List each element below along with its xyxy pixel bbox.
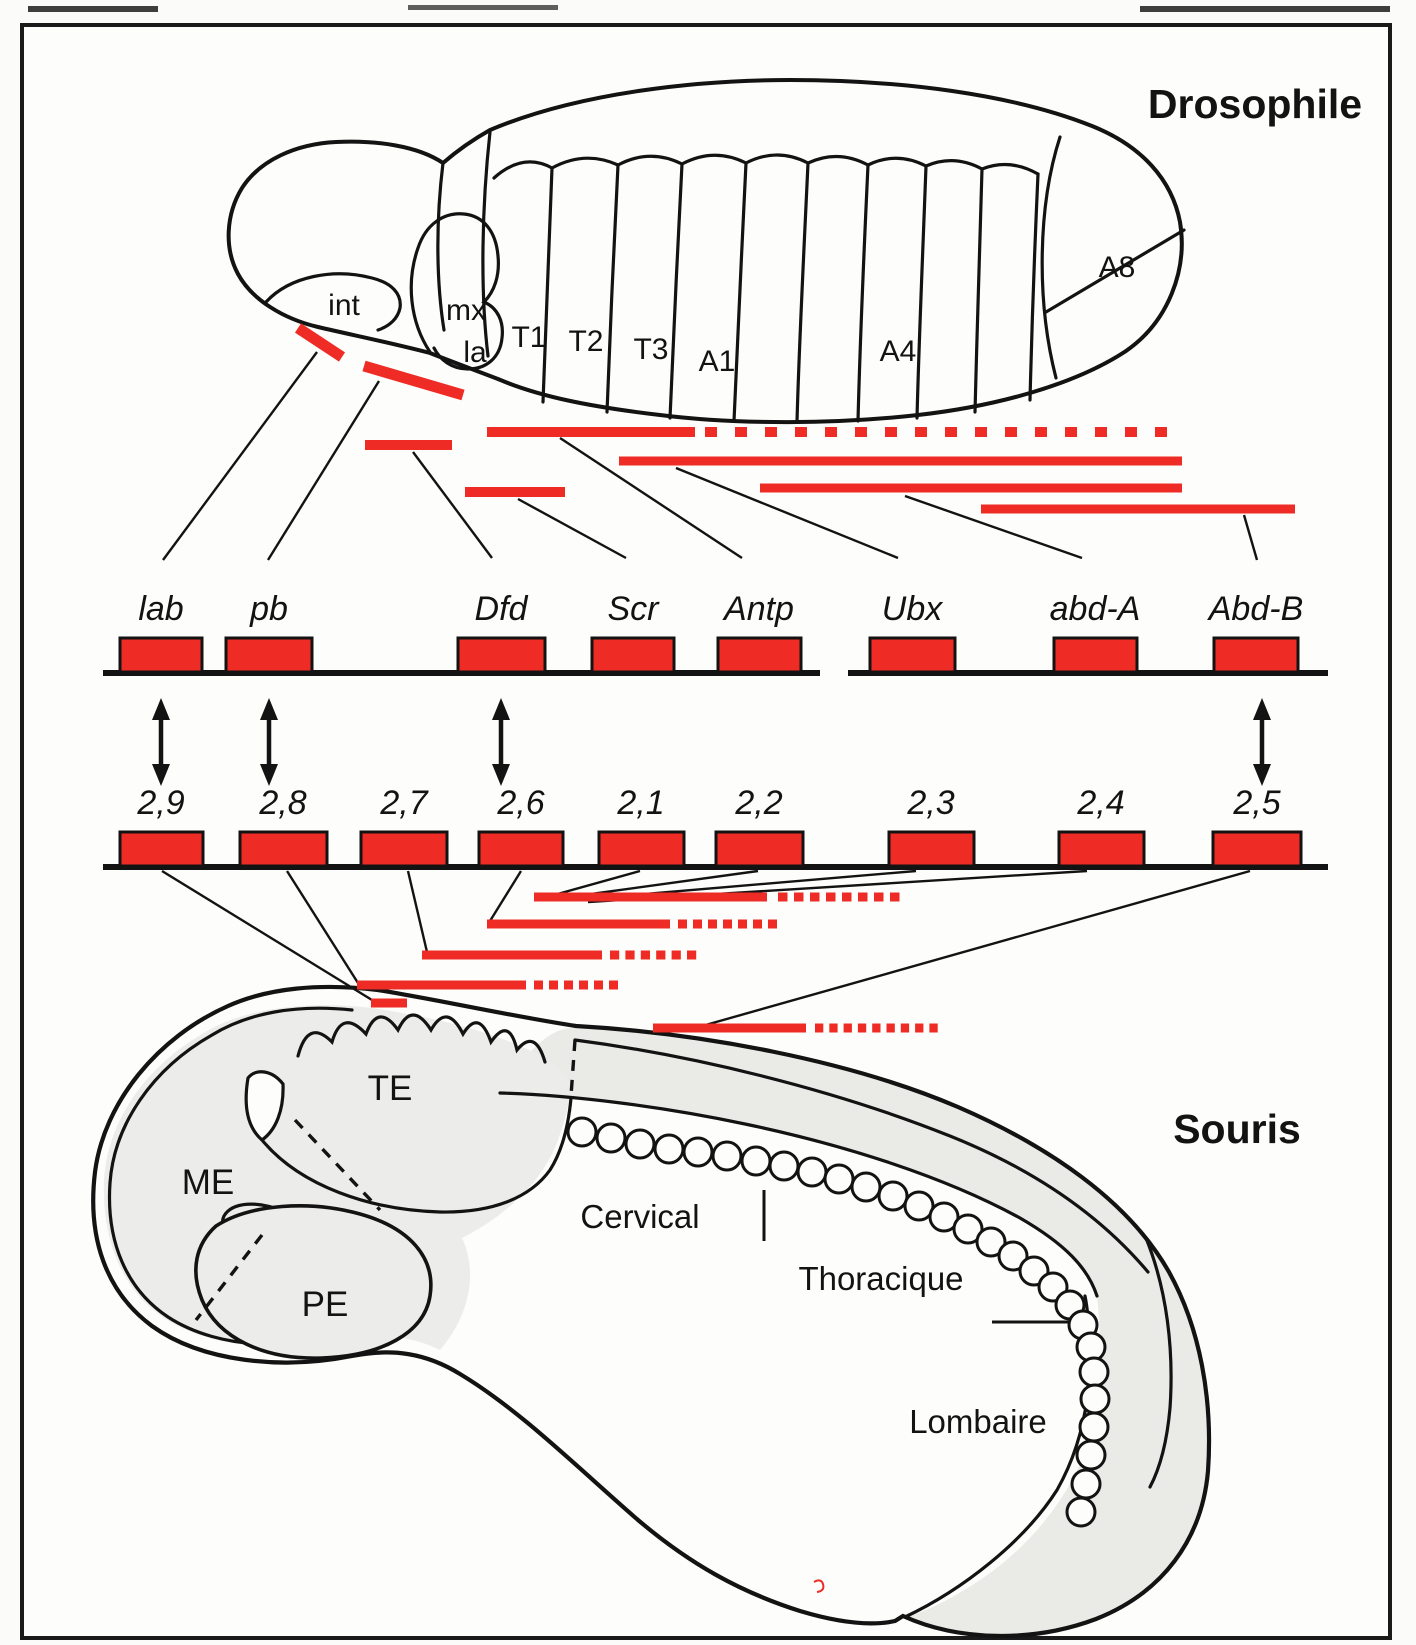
mouse-gene-box-2,3 <box>889 832 974 866</box>
mouse-pe-lobe <box>196 1206 431 1358</box>
mouse-structure-label-TE: TE <box>367 1069 413 1108</box>
mouse-gene-box-2,5 <box>1213 832 1301 866</box>
scan-smudge <box>408 5 558 10</box>
somite-circle-2 <box>626 1130 654 1158</box>
fly-segment-label-T3: T3 <box>633 333 669 366</box>
fly-gene-label-Abd-B: Abd-B <box>1208 590 1304 628</box>
somite-circle-22 <box>1080 1358 1108 1386</box>
mouse-structure-label-ME: ME <box>181 1163 235 1202</box>
somite-circle-6 <box>742 1147 770 1175</box>
somite-circle-10 <box>852 1173 880 1201</box>
mouse-gene-label-2,3: 2,3 <box>907 784 955 822</box>
fly-gene-box-Dfd <box>458 638 545 672</box>
somite-circle-27 <box>1067 1498 1095 1526</box>
somite-circle-4 <box>684 1138 712 1166</box>
fly-gene-label-Antp: Antp <box>724 590 794 628</box>
mouse-gene-label-2,9: 2,9 <box>137 784 185 822</box>
mouse-gene-label-2,6: 2,6 <box>497 784 545 822</box>
mouse-gene-label-2,7: 2,7 <box>380 784 428 822</box>
fly-gene-label-pb: pb <box>250 590 288 628</box>
mouse-gene-label-2,1: 2,1 <box>617 784 665 822</box>
mouse-gene-box-2,8 <box>240 832 327 866</box>
fly-gene-box-Ubx <box>870 638 955 672</box>
mouse-gene-box-2,2 <box>716 832 803 866</box>
somite-circle-1 <box>597 1124 625 1152</box>
fly-segment-label-A8: A8 <box>1098 251 1136 284</box>
somite-circle-8 <box>798 1158 826 1186</box>
somite-circle-9 <box>825 1165 853 1193</box>
fly-segment-label-T2: T2 <box>568 325 604 358</box>
somite-circle-11 <box>879 1182 907 1210</box>
mouse-gene-label-2,5: 2,5 <box>1233 784 1281 822</box>
fly-segment-label-A1: A1 <box>698 345 736 378</box>
mouse-gene-label-2,2: 2,2 <box>735 784 783 822</box>
fly-gene-box-pb <box>226 638 312 672</box>
fly-segment-label-T1: T1 <box>511 321 547 354</box>
somite-circle-26 <box>1072 1470 1100 1498</box>
mouse-structure-label-PE: PE <box>301 1285 349 1324</box>
somite-circle-25 <box>1077 1441 1105 1469</box>
mouse-zone-label-Lombaire: Lombaire <box>909 1403 1047 1440</box>
scan-smudge <box>1140 6 1390 12</box>
fly-title: Drosophile <box>1147 81 1363 127</box>
scan-smudge <box>28 6 158 12</box>
fly-gene-box-Antp <box>718 638 801 672</box>
fly-gene-label-lab: lab <box>138 590 184 628</box>
somite-circle-7 <box>770 1152 798 1180</box>
fly-gene-box-lab <box>120 638 202 672</box>
fly-segment-label-int: int <box>328 289 360 322</box>
fly-segment-label-A4: A4 <box>879 335 917 368</box>
scan-artifacts <box>28 5 1390 12</box>
mouse-gene-label-2,8: 2,8 <box>259 784 307 822</box>
fly-gene-label-Ubx: Ubx <box>881 590 943 628</box>
mouse-gene-box-2,4 <box>1059 832 1144 866</box>
fly-gene-box-Abd-B <box>1214 638 1298 672</box>
somite-circle-23 <box>1081 1385 1109 1413</box>
mouse-gene-box-2,9 <box>120 832 203 866</box>
mouse-gene-label-2,4: 2,4 <box>1077 784 1125 822</box>
fly-gene-box-Scr <box>592 638 674 672</box>
somite-circle-5 <box>713 1142 741 1170</box>
mouse-title: Souris <box>1173 1106 1301 1152</box>
mouse-zone-label-Thoracique: Thoracique <box>798 1260 964 1297</box>
fly-segment-label-mx: mx <box>446 294 486 327</box>
fly-segment-label-la: la <box>463 336 487 369</box>
mouse-zone-label-Cervical: Cervical <box>580 1198 700 1235</box>
somite-circle-0 <box>568 1118 596 1146</box>
fly-gene-label-abd-A: abd-A <box>1049 590 1141 628</box>
somite-circle-24 <box>1080 1413 1108 1441</box>
fly-gene-box-abd-A <box>1054 638 1137 672</box>
mouse-gene-box-2,6 <box>479 832 563 866</box>
fly-gene-label-Scr: Scr <box>607 590 659 628</box>
fly-gene-label-Dfd: Dfd <box>474 590 528 628</box>
mouse-gene-box-2,7 <box>361 832 447 866</box>
mouse-gene-box-2,1 <box>599 832 684 866</box>
somite-circle-3 <box>655 1135 683 1163</box>
